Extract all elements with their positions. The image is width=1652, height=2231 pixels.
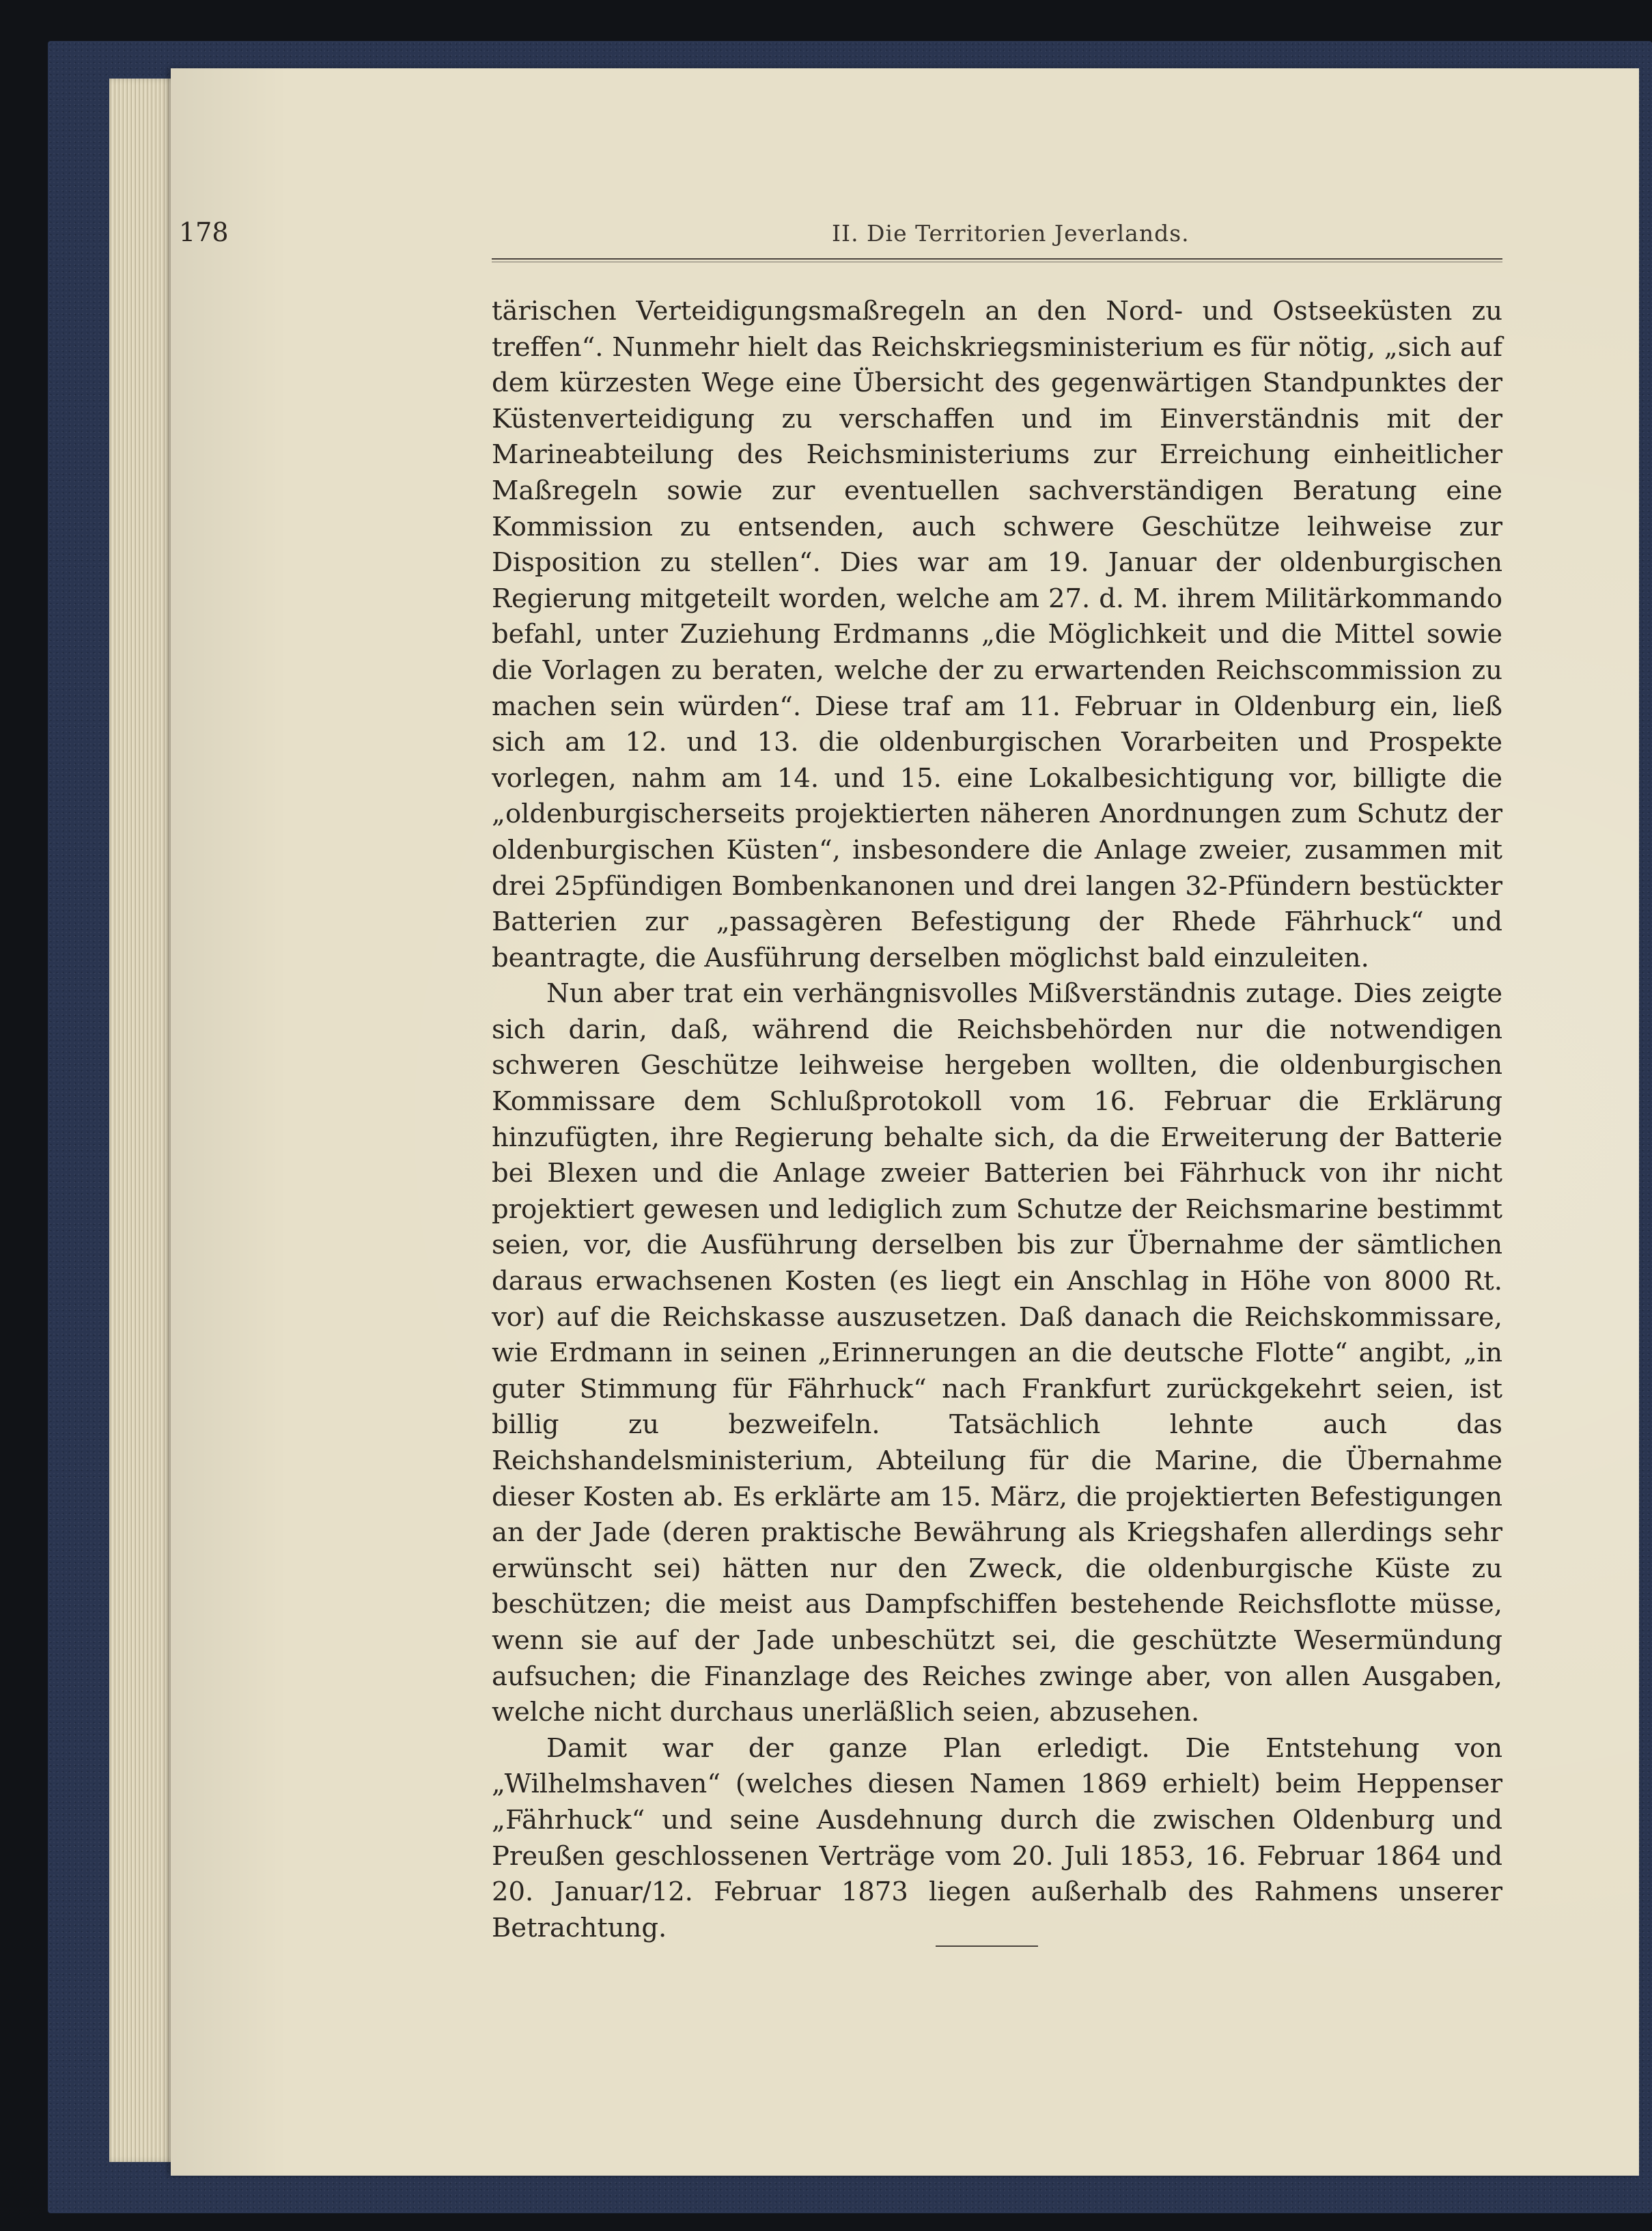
end-rule (936, 1945, 1038, 1947)
body-text (492, 294, 1502, 1946)
paragraph: Damit war der ganze Plan erledigt. Die Entstehung von „Wilhelmshaven“ (welches diesen Namen 1869 erhielt) beim Heppenser „Fährhuck“ und seine Ausdehnung durch die zwischen Oldenburg und Preußen geschlossenen Verträge vom 20. Juli 1853, 16. Februar 1864 und 20. Januar/12. Februar 1873 liegen außerhalb des Rahmens unserer Betrachtung. (492, 1732, 1502, 1943)
page-number: 178 (179, 217, 229, 247)
paragraph: tärischen Verteidigungsmaßregeln an den Nord- und Ostseeküsten zu treffen“. Nunmehr hielt das Reichskriegsministerium es für nötig, „sich auf dem kürzesten Wege eine Übersicht des gegenwärtigen Standpunktes der Küstenverteidigung zu verschaffen und im Einverständnis mit der Marineabteilung des Reichsministeriums zur Erreichung einheitlicher Maßregeln sowie zur eventuellen sachverständigen Beratung eine Kommission zu entsenden, auch schwere Geschütze leihweise zur Disposition zu stellen“. Dies war am 19. Januar der oldenburgischen Regierung mitgeteilt worden, welche am 27. d. M. ihrem Militärkommando befahl, unter Zuziehung Erdmanns „die Möglichkeit und die Mittel sowie die Vorlagen zu beraten, welche der zu erwartenden Reichscommission zu machen sein würden“. Diese traf am 11. Februar in Oldenburg ein, ließ sich am 12. und 13. die oldenburgischen Vorarbeiten und Prospekte vorlegen, nahm am 14. und 15. eine Lokalbesichtigung vor, billigte die „oldenburgischerseits projektierten näheren Anordnungen zum Schutz der oldenburgischen Küsten“, insbesondere die Anlage zweier, zusammen mit drei 25pfündigen Bombenkanonen und drei langen 32-Pfündern bestückter Batterien zur „passagèren Befestigung der Rhede Fährhuck“ und beantragte, die Ausführung derselben möglichst bald einzuleiten. (492, 296, 1502, 973)
paragraph: Nun aber trat ein verhängnisvolles Mißverständnis zutage. Dies zeigte sich darin, daß, während die Reichsbehörden nur die notwendigen schweren Geschütze leihweise hergeben wollten, die oldenburgischen Kommissare dem Schlußprotokoll vom 16. Februar die Erklärung hinzufügten, ihre Regierung behalte sich, da die Erweiterung der Batterie bei Blexen und die Anlage zweier Batterien bei Fährhuck von ihr nicht projektiert gewesen und lediglich zum Schutze der Reichsmarine bestimmt seien, vor, die Ausführung derselben bis zur Übernahme der sämtlichen daraus erwachsenen Kosten (es liegt ein Anschlag in Höhe von 8000 Rt. vor) auf die Reichskasse auszusetzen. Daß danach die Reichskommissare, wie Erdmann in seinen „Erinnerungen an die deutsche Flotte“ angibt, „in guter Stimmung für Fährhuck“ nach Frankfurt zurückgekehrt seien, ist billig zu bezweifeln. Tatsächlich lehnte auch das Reichshandelsministerium, Abteilung für die Marine, die Übernahme dieser Kosten ab. Es erklärte am 15. März, die projektierten Befestigungen an der Jade (deren praktische Bewährung als Kriegshafen allerdings sehr erwünscht sei) hätten nur den Zweck, die oldenburgische Küste zu beschützen; die meist aus Dampfschiffen bestehende Reichsflotte müsse, wenn sie auf der Jade unbeschützt sei, die geschützte Wesermündung aufsuchen; die Finanzlage des Reiches zwinge aber, von allen Ausgaben, welche nicht durchaus unerläßlich seien, abzusehen. (492, 978, 1502, 1728)
running-head: II. Die Territorien Jeverlands. (832, 220, 1190, 247)
header-rule (492, 258, 1502, 260)
